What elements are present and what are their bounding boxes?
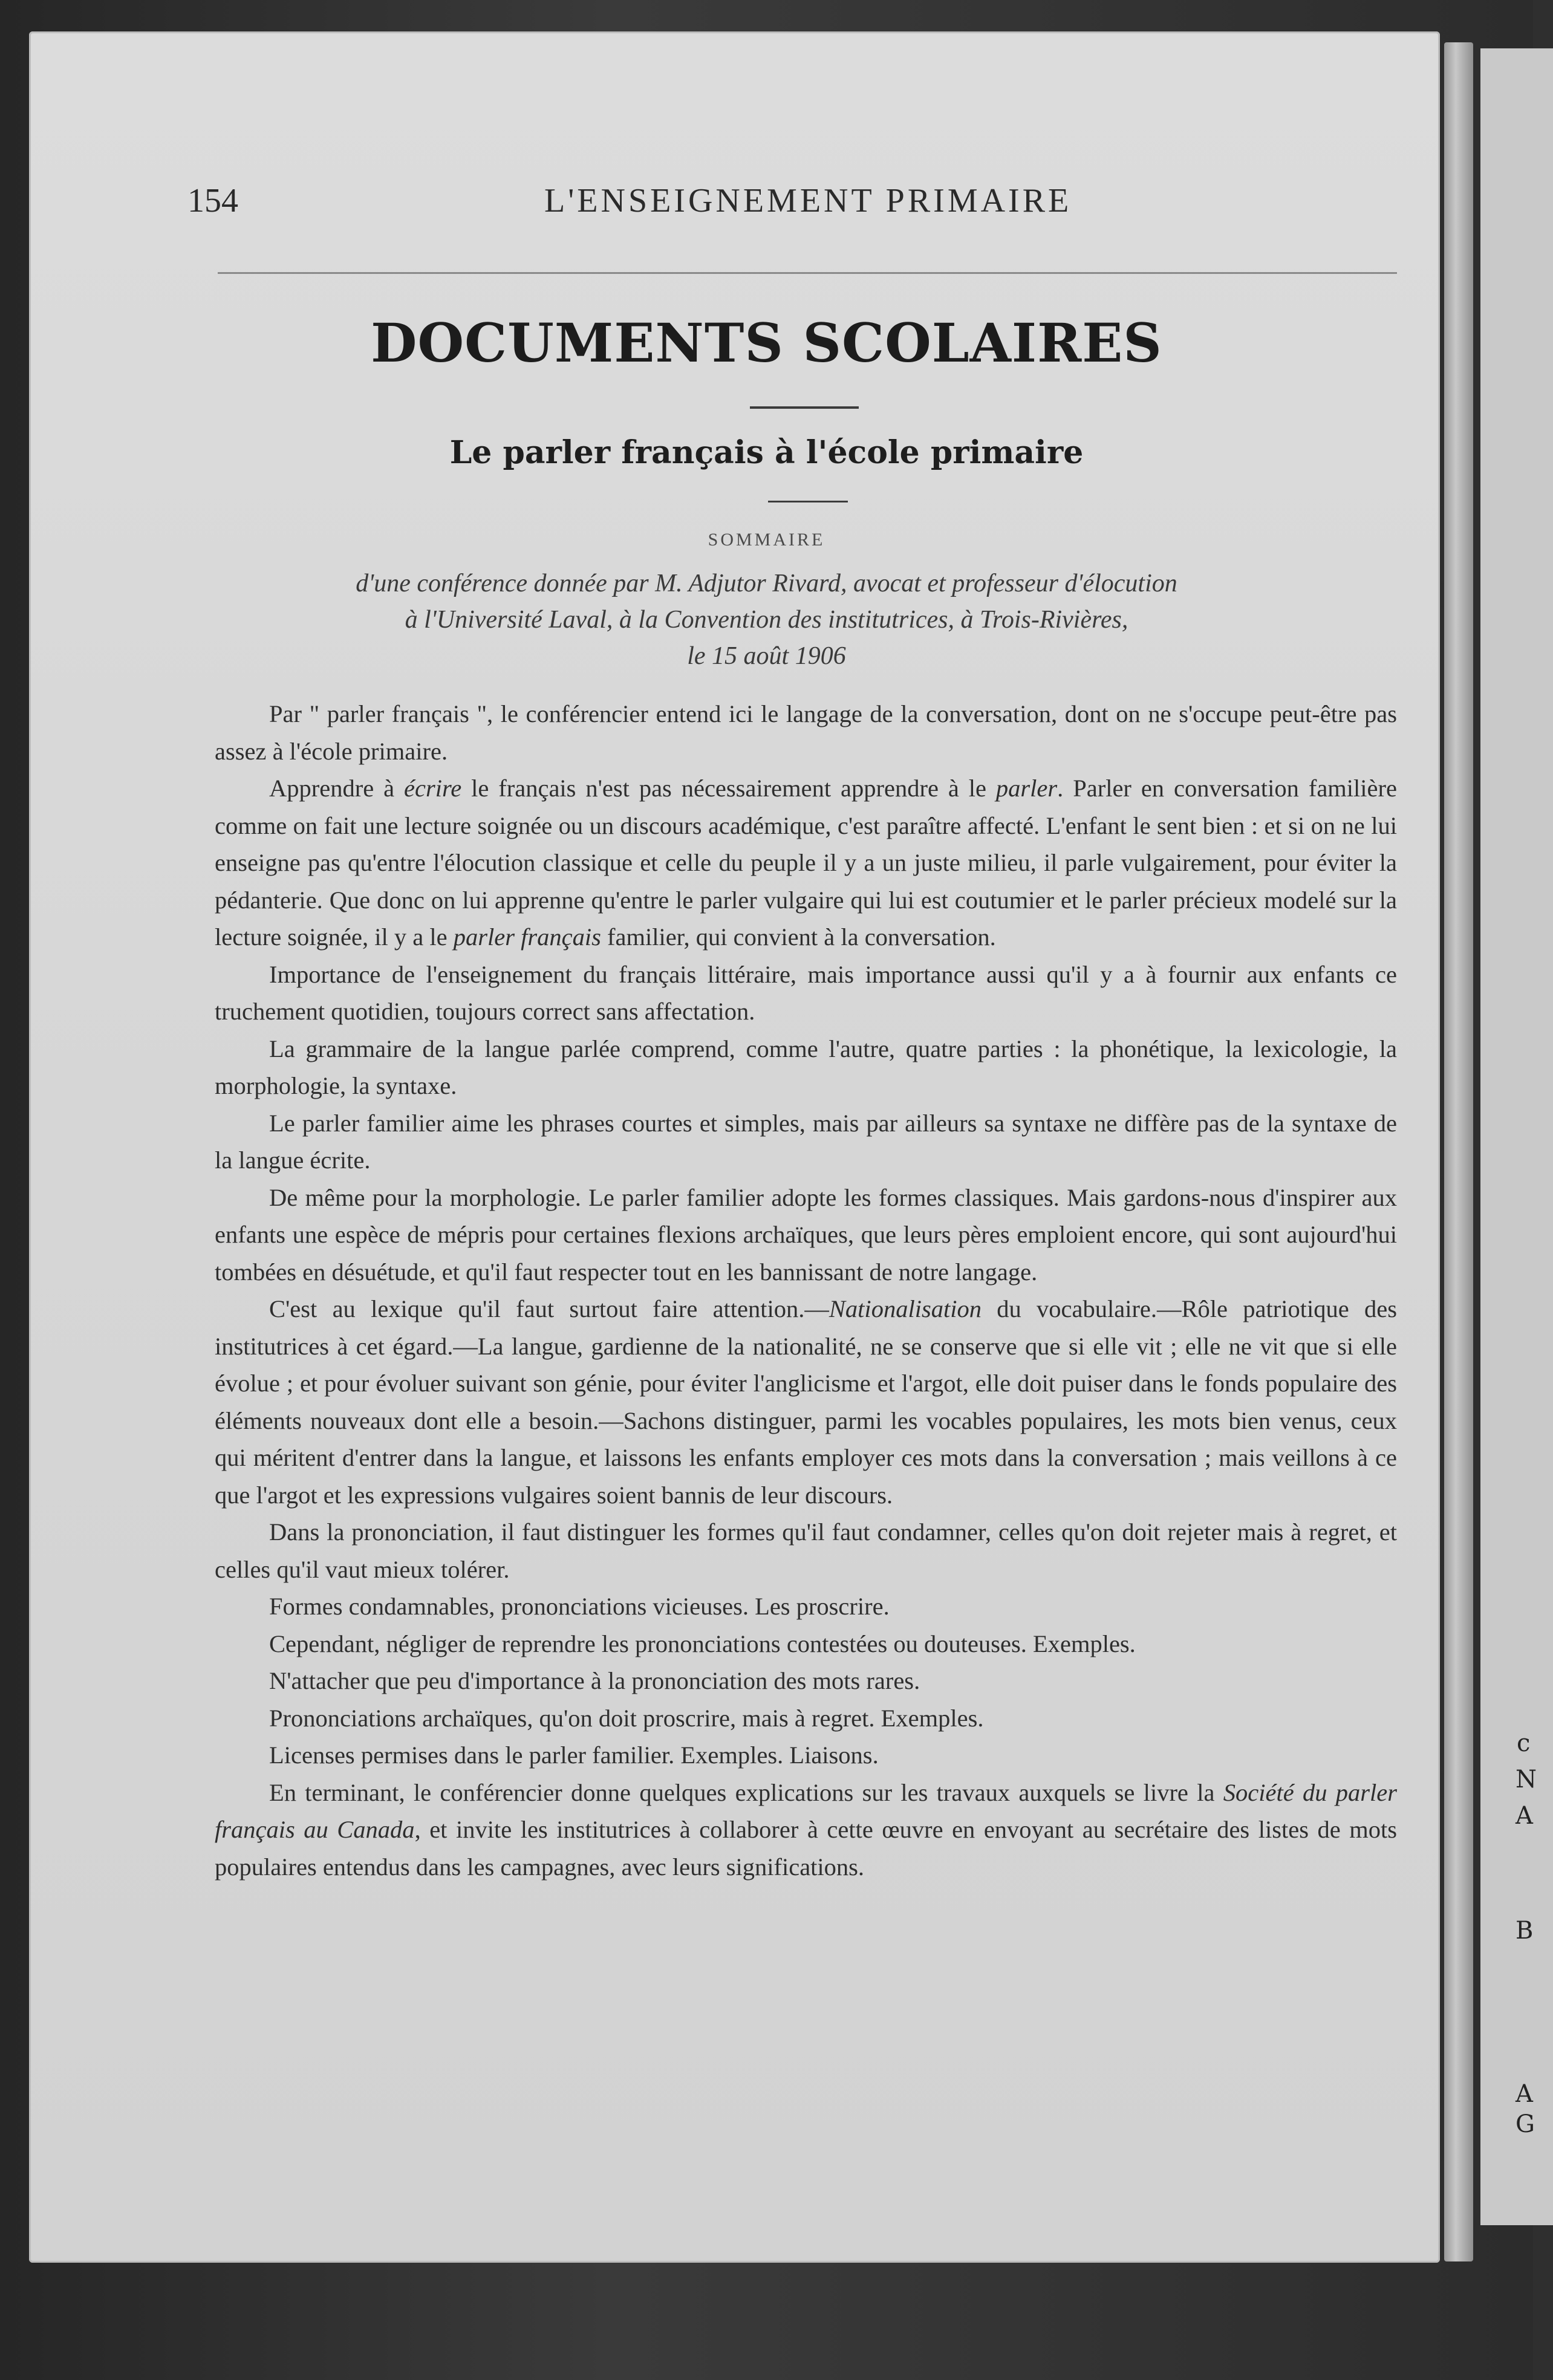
subtitle-rule	[768, 501, 848, 502]
italic-phrase: Société du parler français au Canada	[215, 1778, 1398, 1843]
sommaire-line: à l'Université Laval, à la Convention des institutrices, à Trois-Rivières,	[405, 606, 1128, 634]
article-body	[215, 695, 1397, 1885]
body-paragraph: Importance de l'enseignement du français littéraire, mais importance aussi qu'il y a à fournir aux enfants ce truchement quotidien, toujours correct sans affectation.	[215, 960, 1397, 1025]
sommaire-line: d'une conférence donnée par M. Adjutor Rivard, avocat et professeur d'élocution	[356, 570, 1177, 597]
italic-phrase: parler	[995, 775, 1058, 802]
body-paragraph: Formes condamnables, prononciations vicieuses. Les proscrire.	[269, 1593, 890, 1620]
running-head: L'ENSEIGNEMENT PRIMAIRE	[544, 182, 1072, 219]
body-paragraph: En terminant, le conférencier donne quelques explications sur les travaux auxquels se livre la Société du parler français au Canada, et invite les institutrices à collaborer à cette œuvre en envoyant au secrétaire des listes de mots populaires entendus dans les campagnes, avec leurs significations.	[215, 1778, 1398, 1881]
page-edge	[1444, 42, 1473, 2261]
italic-phrase: Nationalisation	[829, 1295, 982, 1322]
italic-phrase: écrire	[404, 775, 462, 802]
body-paragraph: De même pour la morphologie. Le parler familier adopte les formes classiques. Mais gardons-nous d'inspirer aux enfants une espèce de mépris pour certaines flexions archaïques, que leurs pères emploient encore, qui sont aujourd'hui tombées en désuétude, et qu'il faut respecter tout en les bannissant de notre langage.	[215, 1183, 1397, 1286]
title-rule	[750, 406, 859, 409]
body-paragraph: Licenses permises dans le parler familier. Exemples. Liaisons.	[269, 1741, 879, 1769]
facing-page-fragment: B	[1516, 1917, 1534, 1945]
page-header	[187, 181, 1403, 230]
page-number: 154	[187, 182, 238, 219]
header-rule	[218, 272, 1397, 274]
body-paragraph: La grammaire de la langue parlée comprend, comme l'autre, quatre parties : la phonétique, la lexicologie, la morphologie, la syntaxe.	[215, 1035, 1397, 1099]
italic-phrase: parler français	[453, 923, 601, 951]
body-paragraph: Apprendre à écrire le français n'est pas nécessairement apprendre à le parler. Parler en conversation familière comme on fait une lecture soignée ou un discours académique, c'est paraître affecté. L'enfant le sent bien : et si on ne lui enseigne pas qu'entre l'élocution classique et celle du peuple il y a un juste milieu, il parle vulgairement, pour éviter la pédanterie. Que donc on lui apprenne qu'entre le parler vulgaire qui lui est coutumier et le parler précieux modelé sur la lecture soignée, il y a le parler français familier, qui convient à la conversation.	[215, 775, 1397, 951]
body-paragraph: Par " parler français ", le conférencier entend ici le langage de la conversation, dont on ne s'occupe peut-être pas assez à l'école primaire.	[215, 700, 1397, 765]
body-paragraph: Prononciations archaïques, qu'on doit proscrire, mais à regret. Exemples.	[269, 1704, 984, 1732]
body-paragraph: C'est au lexique qu'il faut surtout faire attention.—Nationalisation du vocabulaire.—Rôle patriotique des institutrices à cet égard.—La langue, gardienne de la nationalité, ne se conserve que si elle vit ; elle ne vit que si elle évolue ; et pour évoluer suivant son génie, pour éviter l'anglicisme et l'argot, elle doit puiser dans le fonds populaire des éléments nouveaux dont elle a besoin.—Sachons distinguer, parmi les vocables populaires, les mots bien venus, ceux qui méritent d'entrer dans la langue, et laissons les enfants employer ces mots dans la conversation ; mais veillons à ce que l'argot et les expressions vulgaires soient bannis de leur discours.	[215, 1295, 1397, 1509]
facing-page-fragment: G	[1516, 2110, 1535, 2138]
facing-page	[1480, 48, 1553, 2225]
body-paragraph: N'attacher que peu d'importance à la prononciation des mots rares.	[269, 1667, 920, 1694]
sommaire-label: SOMMAIRE	[708, 530, 825, 550]
sommaire-text	[0, 565, 1533, 674]
body-paragraph: Cependant, négliger de reprendre les prononciations contestées ou douteuses. Exemples.	[269, 1630, 1136, 1657]
sommaire-line: le 15 août 1906	[687, 642, 846, 670]
facing-page-fragment: A	[1516, 2080, 1533, 2108]
facing-page-fragment: N	[1516, 1766, 1537, 1793]
article-title: Le parler français à l'école primaire	[449, 434, 1084, 471]
facing-page-fragment: c	[1517, 1729, 1531, 1757]
facing-page-fragment: A	[1516, 1802, 1533, 1830]
section-title: DOCUMENTS SCOLAIRES	[371, 311, 1162, 374]
body-paragraph: Dans la prononciation, il faut distinguer les formes qu'il faut condamner, celles qu'on doit rejeter mais à regret, et celles qu'il vaut mieux tolérer.	[215, 1518, 1397, 1583]
body-paragraph: Le parler familier aime les phrases courtes et simples, mais par ailleurs sa syntaxe ne diffère pas de la syntaxe de la langue écrite.	[215, 1109, 1397, 1174]
